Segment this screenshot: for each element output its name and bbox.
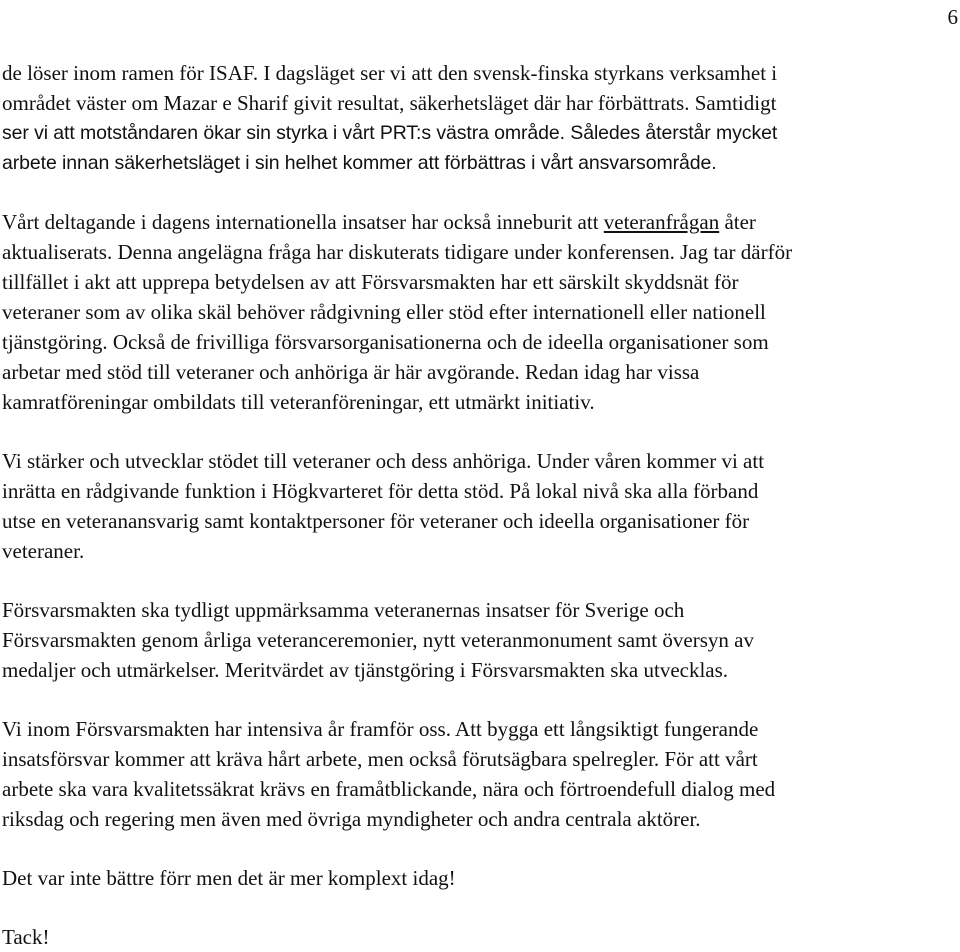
paragraph-veterans [2, 207, 958, 417]
veteranfragan-link[interactable]: veteranfrågan [603, 210, 720, 234]
text-line: arbete ska vara kvalitetssäkrat krävs en framåtblickande, nära och förtroendefull dialog med [2, 777, 776, 801]
text-line: kamratföreningar ombildats till veteranföreningar, ett utmärkt initiativ. [2, 390, 595, 414]
text-line: ser vi att motståndaren ökar sin styrka i vårt PRT:s västra område. Således återstår mycket [2, 122, 778, 144]
text-segment: åter [719, 210, 756, 234]
text-line: veteraner. [2, 539, 85, 563]
text-line: utse en veteranansvarig samt kontaktpersoner för veteraner och ideella organisationer för [2, 509, 750, 533]
text-line: Vi inom Försvarsmakten har intensiva år framför oss. Att bygga ett långsiktigt fungerande [2, 717, 759, 741]
paragraph-support [2, 446, 958, 566]
text-line: Försvarsmakten ska tydligt uppmärksamma veteranernas insatser för Sverige och [2, 598, 685, 622]
text-line: området väster om Mazar e Sharif givit resultat, säkerhetsläget där har förbättrats. Samtidigt [2, 91, 777, 115]
text-line: Tack! [2, 925, 50, 949]
text-line: riksdag och regering men även med övriga myndigheter och andra centrala aktörer. [2, 807, 701, 831]
paragraph-recognition [2, 595, 958, 685]
text-line: inrätta en rådgivande funktion i Högkvarteret för detta stöd. På lokal nivå ska alla förband [2, 479, 759, 503]
text-segment: Vårt deltagande i dagens internationella insatser har också inneburit att [2, 210, 604, 234]
text-line: Vi stärker och utvecklar stödet till veteraner och dess anhöriga. Under våren kommer vi att [2, 449, 765, 473]
document-body [2, 58, 958, 952]
text-line: Det var inte bättre förr men det är mer komplext idag! [2, 866, 456, 890]
text-line: Försvarsmakten genom årliga veteranceremonier, nytt veteranmonument samt översyn av [2, 628, 754, 652]
page-number: 6 [947, 5, 958, 29]
text-line: veteraner som av olika skäl behöver rådgivning eller stöd efter internationell eller nationell [2, 300, 766, 324]
text-line: tillfället i akt att upprepa betydelsen av att Försvarsmakten har ett särskilt skyddsnät för [2, 270, 739, 294]
text-line: insatsförsvar kommer att kräva hårt arbete, men också förutsägbara spelregler. För att vårt [2, 747, 758, 771]
text-line: de löser inom ramen för ISAF. I dagsläget ser vi att den svensk-finska styrkans verksamhet i [2, 61, 778, 85]
paragraph-closing [2, 863, 958, 893]
paragraph-thanks [2, 922, 958, 952]
text-line [2, 207, 958, 237]
text-line: tjänstgöring. Också de frivilliga försvarsorganisationerna och de ideella organisationer som [2, 330, 769, 354]
text-line: arbete innan säkerhetsläget i sin helhet kommer att förbättras i vårt ansvarsområde. [2, 152, 717, 174]
text-line: arbetar med stöd till veteraner och anhöriga är här avgörande. Redan idag har vissa [2, 360, 700, 384]
paragraph-future [2, 714, 958, 834]
paragraph-security-situation [2, 58, 958, 178]
text-line: aktualiserats. Denna angelägna fråga har diskuterats tidigare under konferensen. Jag tar därför [2, 240, 793, 264]
text-line: medaljer och utmärkelser. Meritvärdet av tjänstgöring i Försvarsmakten ska utvecklas. [2, 658, 729, 682]
